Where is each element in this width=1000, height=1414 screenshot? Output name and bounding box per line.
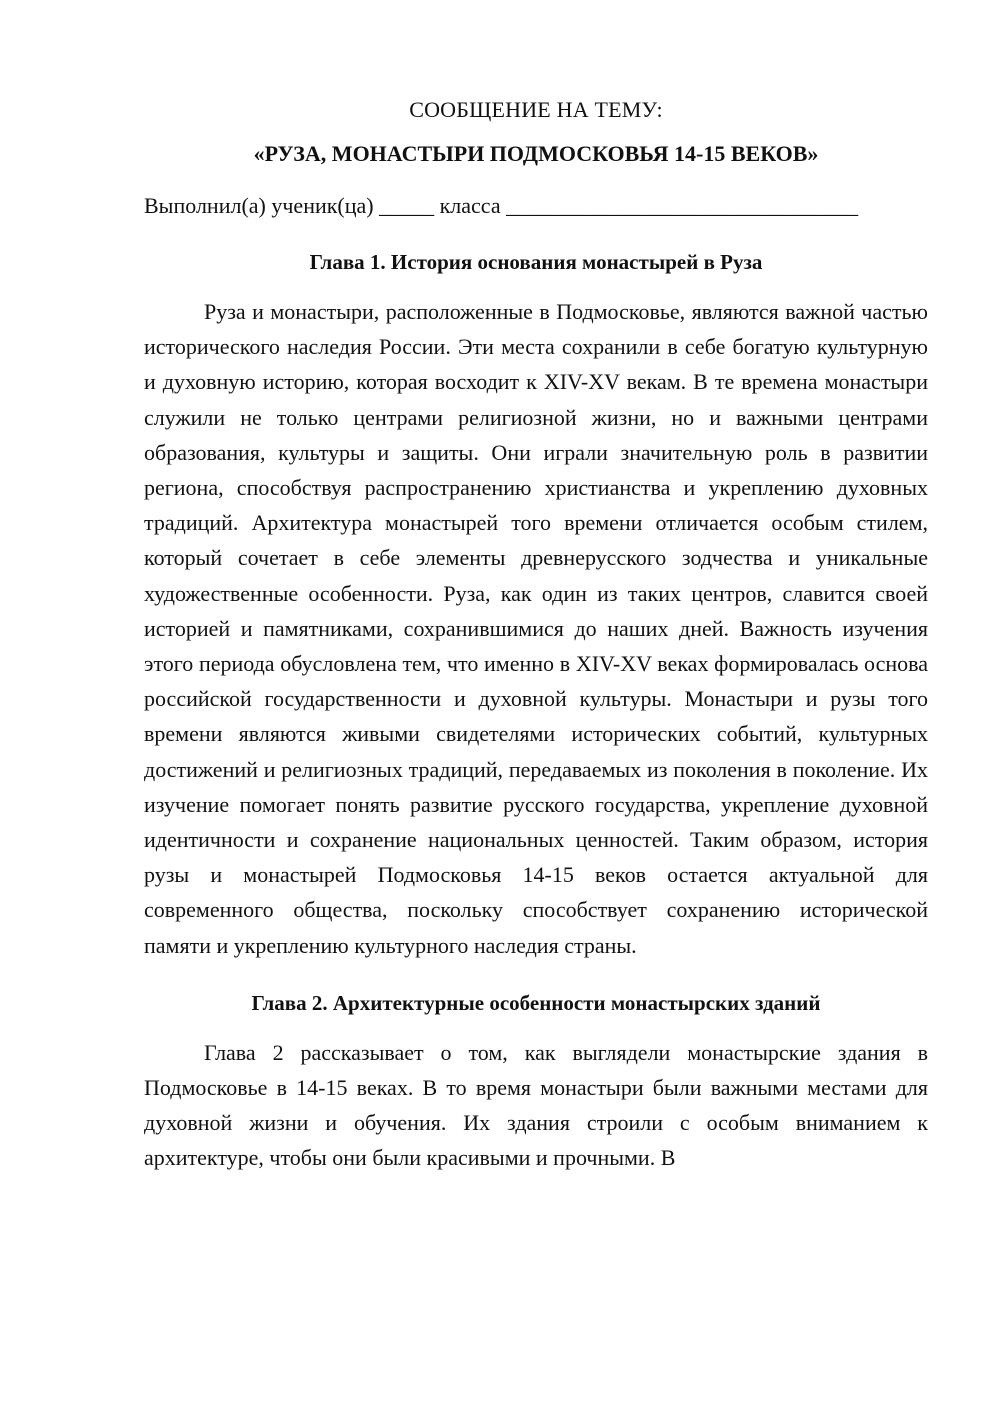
document-title: «РУЗА, МОНАСТЫРИ ПОДМОСКОВЬЯ 14-15 ВЕКОВ»: [253, 141, 819, 166]
chapter-2-paragraph: Глава 2 рассказывает о том, как выглядели монастырские здания в Подмосковье в 14-15 веках. В то время монастыри были важными местами для духовной жизни и обучения. Их здания строили с особым вниманием к архитектуре, чтобы они были красивыми и прочными. В: [144, 1039, 928, 1171]
document-content: [144, 92, 928, 1176]
chapter-1-heading: Глава 1. История основания монастырей в Руза: [309, 250, 763, 274]
chapter-2-heading: Глава 2. Архитектурные особенности монастырских зданий: [251, 990, 821, 1015]
author-line: Выполнил(а) ученик(ца) _____ класса ________________________________: [144, 193, 859, 218]
chapter-1-paragraph: Руза и монастыри, расположенные в Подмосковье, являются важной частью исторического наследия России. Эти места сохранили в себе богатую культурную и духовную историю, которая восходит к XIV-XV векам. В те времена монастыри служили не только центрами религиозной жизни, но и важными центрами образования, культуры и защиты. Они играли значительную роль в развитии региона, способствуя распространению христианства и укреплению духовных традиций. Архитектура монастырей того времени отличается особым стилем, который сочетает в себе элементы древнерусского зодчества и уникальные художественные особенности. Руза, как один из таких центров, славится своей историей и памятниками, сохранившимися до наших дней. Важность изучения этого периода обусловлена тем, что именно в XIV-XV веках формировалась основа российской государственности и духовной культуры. Монастыри и рузы того времени являются живыми свидетелями исторических событий, культурных достижений и религиозных традиций, передаваемых из поколения в поколение. Их изучение помогает понять развитие русского государства, укрепление духовной идентичности и сохранение национальных ценностей. Таким образом, история рузы и монастырей Подмосковья 14-15 веков остается актуальной для современного общества, поскольку способствует сохранению исторической памяти и укреплению культурного наследия страны.: [144, 299, 928, 958]
document-title-topic: СООБЩЕНИЕ НА ТЕМУ:: [409, 97, 663, 122]
